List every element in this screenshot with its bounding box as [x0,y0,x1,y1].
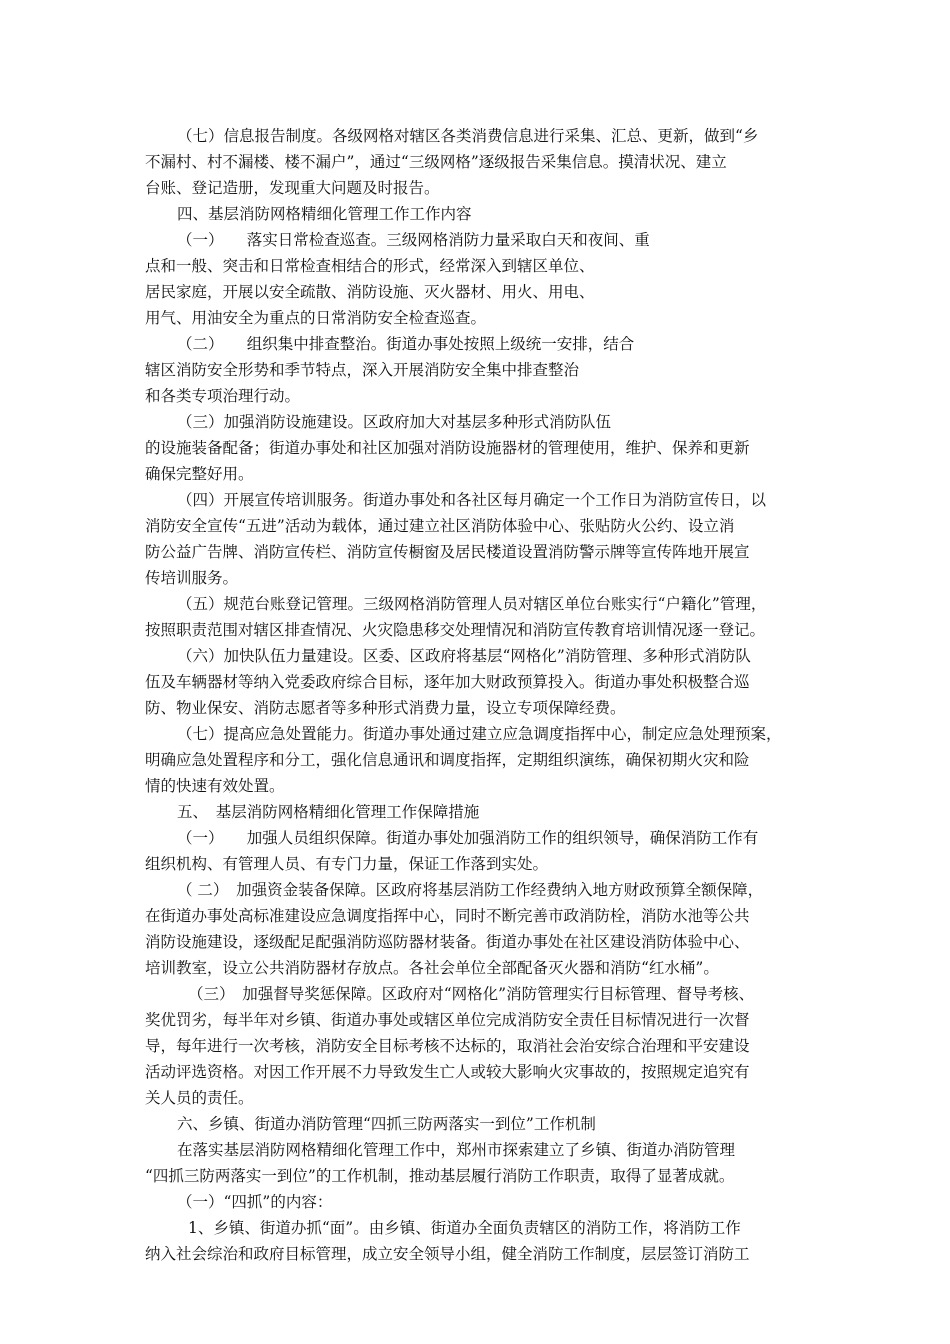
text-line: 居民家庭，开展以安全疏散、消防设施、灭火器材、用火、用电、 [145,283,595,301]
text-line: 在落实基层消防网格精细化管理工作中，郑州市探索建立了乡镇、街道办消防管理 [177,1141,736,1159]
text-line: 台账、登记造册，发现重大问题及时报告。 [145,179,440,197]
text-line: 1、乡镇、街道办抓“面”。由乡镇、街道办全面负责辖区的消防工作，将消防工作 [188,1219,741,1237]
text-line: （四）开展宣传培训服务。街道办事处和各社区每月确定一个工作日为消防宣传日，以 [177,491,767,509]
text-line: 培训教室，设立公共消防器材存放点。各社会单位全部配备灭火器和消防“红水桶”。 [145,959,719,977]
section-heading: 四、基层消防网格精细化管理工作工作内容 [177,205,472,223]
text-line: （一） 落实日常检查巡查。三级网格消防力量采取白天和夜间、重 [177,231,650,249]
text-line: （ 二） 加强资金装备保障。区政府将基层消防工作经费纳入地方财政预算全额保障， [177,881,764,899]
text-line: 消防安全宣传“五进”活动为载体，通过建立社区消防体验中心、张贴防火公约、设立消 [145,517,735,535]
text-line: 纳入社会综治和政府目标管理，成立安全领导小组，健全消防工作制度，层层签订消防工 [145,1245,750,1263]
text-line: 和各类专项治理行动。 [145,387,301,405]
text-line: 奖优罚劣，每半年对乡镇、街道办事处或辖区单位完成消防安全责任目标情况进行一次督 [145,1011,750,1029]
text-line: 明确应急处置程序和分工，强化信息通讯和调度指挥，定期组织演练，确保初期火灾和险 [145,751,750,769]
text-line: （二） 组织集中排查整治。街道办事处按照上级统一安排，结合 [177,335,635,353]
section-heading: 六、乡镇、街道办消防管理“四抓三防两落实一到位”工作机制 [177,1115,596,1133]
text-line: 确保完整好用。 [145,465,254,483]
text-line: 导，每年进行一次考核，消防安全目标考核不达标的，取消社会治安综合治理和平安建设 [145,1037,750,1055]
text-line: 按照职责范围对辖区排查情况、火灾隐患移交处理情况和消防宣传教育培训情况逐一登记。 [145,621,766,639]
text-line: 组织机构、有管理人员、有专门力量，保证工作落到实处。 [145,855,549,873]
text-line: 情的快速有效处置。 [145,777,285,795]
text-line: （七）提高应急处置能力。街道办事处通过建立应急调度指挥中心，制定应急处理预案， [177,725,782,743]
text-line: （一） 加强人员组织保障。街道办事处加强消防工作的组织领导，确保消防工作有 [177,829,759,847]
text-line: 活动评选资格。对因工作开展不力导致发生亡人或较大影响火灾事故的，按照规定追究有 [145,1063,750,1081]
text-line: 关人员的责任。 [145,1089,254,1107]
text-line: 的设施装备配备；街道办事处和社区加强对消防设施器材的管理使用，维护、保养和更新 [145,439,750,457]
text-line: （三） 加强督导奖惩保障。区政府对“网格化”消防管理实行目标管理、督导考核、 [188,985,755,1003]
text-line: 防公益广告牌、消防宣传栏、消防宣传橱窗及居民楼道设置消防警示牌等宣传阵地开展宣 [145,543,750,561]
text-line: 点和一般、突击和日常检查相结合的形式，经常深入到辖区单位、 [145,257,595,275]
text-line: （三）加强消防设施建设。区政府加大对基层多种形式消防队伍 [177,413,612,431]
text-line: 防、物业保安、消防志愿者等多种形式消费力量，设立专项保障经费。 [145,699,626,717]
text-line: 传培训服务。 [145,569,239,587]
text-line: 不漏村、村不漏楼、楼不漏户”，通过“三级网格”逐级报告采集信息。摸清状况、建立 [145,153,727,171]
text-line: 在街道办事处高标准建设应急调度指挥中心，同时不断完善市政消防栓，消防水池等公共 [145,907,750,925]
text-line: （七）信息报告制度。各级网格对辖区各类消费信息进行采集、汇总、更新，做到“乡 [177,127,759,145]
text-line: （一）“四抓”的内容： [177,1193,333,1211]
text-line: 用气、用油安全为重点的日常消防安全检查巡查。 [145,309,487,327]
text-line: 消防设施建设，逐级配足配强消防巡防器材装备。街道办事处在社区建设消防体验中心、 [145,933,750,951]
text-line: 伍及车辆器材等纳入党委政府综合目标，逐年加大财政预算投入。街道办事处积极整合巡 [145,673,750,691]
text-line: “四抓三防两落实一到位”的工作机制，推动基层履行消防工作职责，取得了显著成就。 [145,1167,735,1185]
text-line: （五）规范台账登记管理。三级网格消防管理人员对辖区单位台账实行“户籍化”管理， [177,595,767,613]
section-heading: 五、 基层消防网格精细化管理工作保障措施 [177,803,480,821]
text-line: 辖区消防安全形势和季节特点，深入开展消防安全集中排查整治 [145,361,580,379]
text-line: （六）加快队伍力量建设。区委、区政府将基层“网格化”消防管理、多种形式消防队 [177,647,751,665]
